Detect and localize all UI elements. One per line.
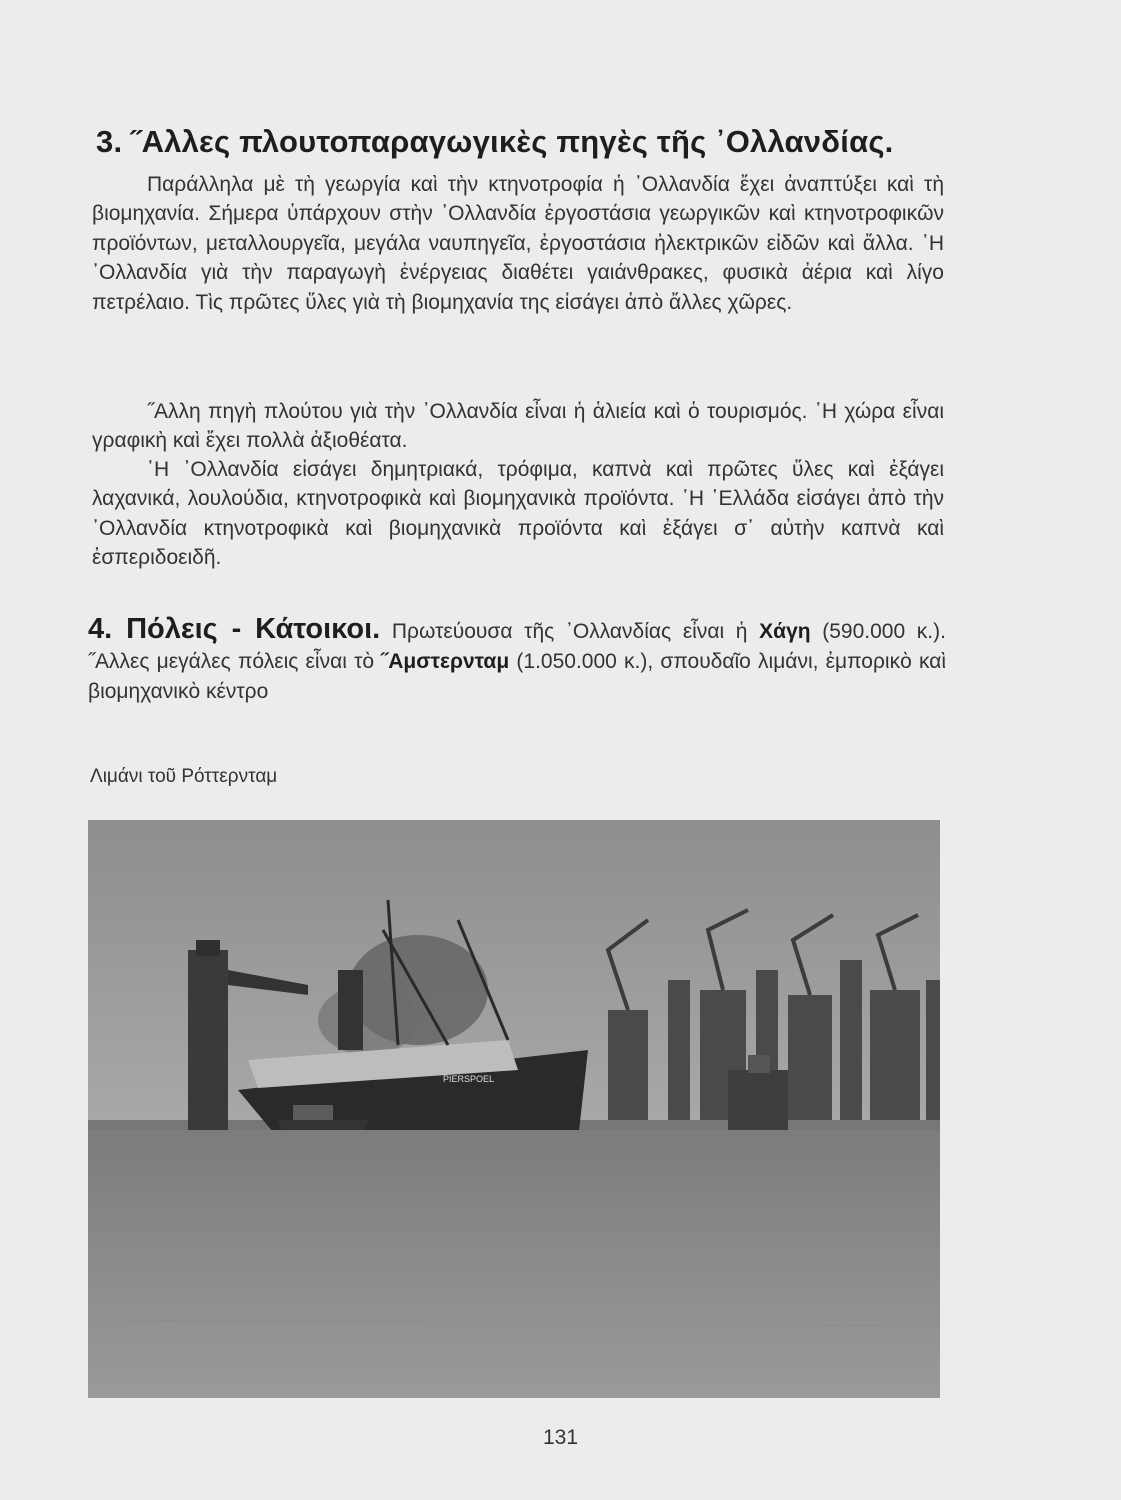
ship-name-label: PIERSPOEL: [443, 1074, 495, 1084]
capital-name: Χάγη: [759, 620, 811, 643]
section-3-paragraph-3: ῾Η ᾿Ολλανδία εἰσάγει δημητριακά, τρόφιμα, καπνὰ καὶ πρῶτες ὕλες καὶ ἐξάγει λαχανικά, λουλούδια, κτηνοτροφικὰ καὶ βιομηχανικὰ προϊόντα. ῾Η ῾Ελλάδα εἰσάγει ἀπὸ τὴν ᾿Ολλανδία κτηνοτροφικὰ καὶ βιομηχανικὰ προϊόντα καὶ ἐξάγει σ᾿ αὐτὴν καπνὰ καὶ ἐσπεριδοειδῆ.: [92, 458, 944, 570]
section-4-paragraph: [88, 614, 946, 707]
figure-caption: Λιμάνι τοῦ Ρόττερνταμ: [90, 766, 278, 787]
section-4-text-c: (1.050.000 κ.), σπουδαῖο λιμάνι, ἐμπορικὸ καὶ βιομηχανικὸ κέντρο: [88, 650, 947, 703]
section-4-text-b: (590.000 κ.). ˝Αλλες μεγάλες πόλεις εἶναι τὸ: [88, 620, 946, 673]
section-3-paragraph-1: Παράλληλα μὲ τὴ γεωργία καὶ τὴν κτηνοτροφία ἡ ᾿Ολλανδία ἔχει ἀναπτύξει καὶ τὴ βιομηχανία. Σήμερα ὑπάρχουν στὴν ᾿Ολλανδία ἐργοστάσια γεωργικῶν καὶ κτηνοτροφικῶν προϊόντων, μεταλλουργεῖα, μεγάλα ναυπηγεῖα, ἐργοστάσια ἠλεκτρικῶν εἰδῶν καὶ ἄλλα. ῾Η ᾿Ολλανδία γιὰ τὴν παραγωγὴ ἐνέργειας διαθέτει γαιάνθρακες, φυσικὰ ἀέρια καὶ λίγο πετρέλαιο. Τὶς πρῶτες ὕλες γιὰ τὴ βιομηχανία της εἰσάγει ἀπὸ ἄλλες χῶρες.: [92, 173, 944, 314]
page-number: 131: [542, 1426, 579, 1449]
city-name: ˝Αμστερνταμ: [381, 650, 510, 673]
rotterdam-harbor-photo: [88, 820, 940, 1398]
section-4-text-a: Πρωτεύουσα τῆς ᾿Ολλανδίας εἶναι ἡ: [391, 620, 748, 643]
section-3-paragraph-2: ˝Αλλη πηγὴ πλούτου γιὰ τὴν ᾿Ολλανδία εἶναι ἡ ἁλιεία καὶ ὁ τουρισμός. ῾Η χώρα εἶναι γραφικὴ καὶ ἔχει πολλὰ ἀξιοθέατα.: [92, 400, 944, 453]
section-3-heading: 3. ˝Αλλες πλουτοπαραγωγικὲς πηγὲς τῆς ᾿Ολλανδίας.: [96, 124, 894, 159]
section-4-heading: 4. Πόλεις - Κάτοικοι.: [88, 613, 381, 645]
